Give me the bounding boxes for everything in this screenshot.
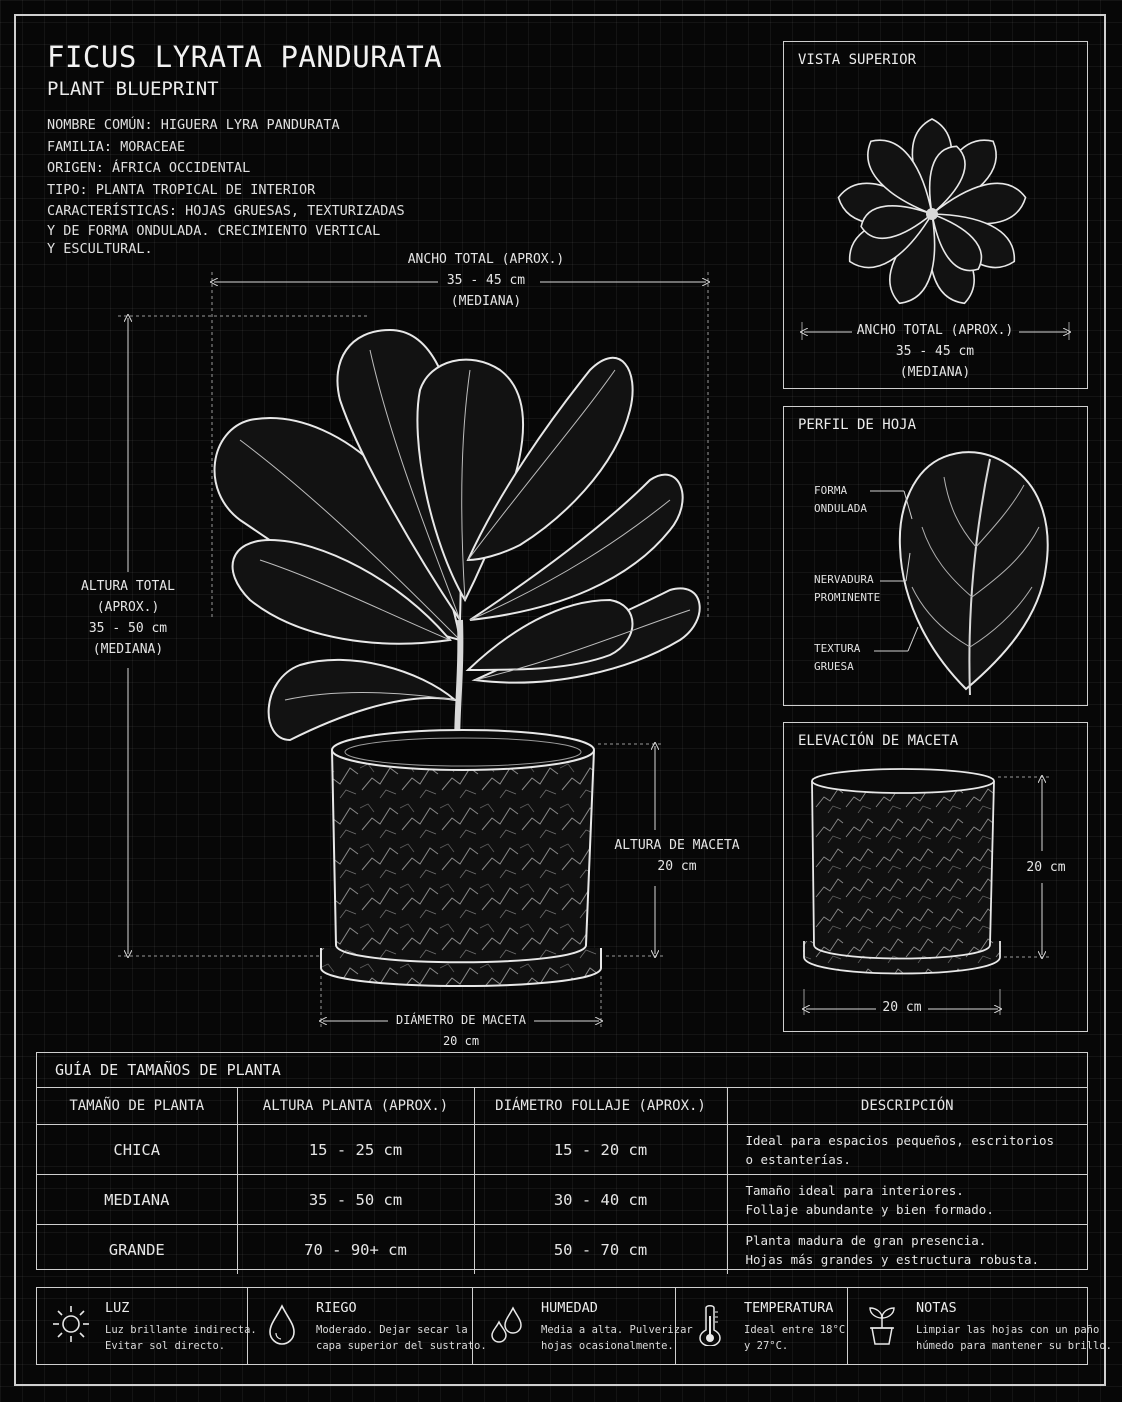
column-header: ALTURA PLANTA (APROX.) — [237, 1088, 474, 1125]
leaf-profile-panel — [783, 406, 1088, 706]
care-title: TEMPERATURA — [744, 1300, 834, 1316]
main-height-label: ALTURA TOTAL (APROX.) 35 - 50 cm (MEDIANA) — [81, 579, 175, 657]
care-text: Ideal entre 18°C y 27°C. — [744, 1324, 846, 1352]
care-title: HUMEDAD — [541, 1300, 598, 1316]
main-width-label: ANCHO TOTAL (APROX.) 35 - 45 cm (MEDIANA) — [407, 252, 565, 309]
pot-drawing — [321, 730, 601, 986]
size-cell: CHICA — [37, 1125, 237, 1175]
pot-elevation-title: ELEVACIÓN DE MACETA — [798, 733, 959, 749]
info-line: CARACTERÍSTICAS: HOJAS GRUESAS, TEXTURIZADAS — [47, 203, 405, 219]
care-title: RIEGO — [316, 1300, 357, 1316]
table-header-row — [37, 1088, 1087, 1125]
care-text: Media a alta. Pulverizar hojas ocasionalmente. — [541, 1324, 693, 1352]
pot-elevation-height: 20 cm — [1026, 860, 1066, 875]
care-text: Moderado. Dejar secar la capa superior del sustrato. — [316, 1324, 487, 1352]
water-drop-icon — [262, 1302, 302, 1346]
info-line: TIPO: PLANTA TROPICAL DE INTERIOR — [47, 181, 316, 198]
column-header: DIÁMETRO FOLLAJE (APROX.) — [474, 1088, 727, 1125]
table-row — [37, 1175, 1087, 1225]
care-item-water — [248, 1288, 487, 1364]
care-item-notes — [848, 1288, 1112, 1364]
table-row — [37, 1125, 1087, 1175]
size-guide-table — [36, 1052, 1088, 1270]
size-table — [37, 1087, 1087, 1274]
info-line: NOMBRE COMÚN: HIGUERA LYRA PANDURATA — [47, 117, 340, 133]
diameter-cell: 50 - 70 cm — [474, 1225, 727, 1275]
size-cell: GRANDE — [37, 1225, 237, 1275]
page-subtitle: PLANT BLUEPRINT — [47, 78, 219, 100]
care-item-light — [37, 1288, 257, 1364]
leaf-label-texture: TEXTURA GRUESA — [814, 642, 861, 673]
table-row — [37, 1225, 1087, 1275]
humidity-drops-icon — [487, 1302, 527, 1346]
diameter-cell: 30 - 40 cm — [474, 1175, 727, 1225]
leaf-profile-title: PERFIL DE HOJA — [798, 417, 917, 433]
description-cell: Planta madura de gran presencia. Hojas más grandes y estructura robusta. — [727, 1225, 1087, 1275]
top-view-title: VISTA SUPERIOR — [798, 52, 917, 68]
size-guide-title: GUÍA DE TAMAÑOS DE PLANTA — [55, 1061, 281, 1079]
pot-elevation-panel — [783, 722, 1088, 1032]
sun-icon — [51, 1302, 91, 1346]
care-text: Limpiar las hojas con un paño húmedo para mantener su brillo. — [916, 1324, 1112, 1352]
height-cell: 35 - 50 cm — [237, 1175, 474, 1225]
pot-elevation-width: 20 cm — [882, 1000, 922, 1015]
care-item-humidity — [473, 1288, 693, 1364]
care-text: Luz brillante indirecta. Evitar sol directo. — [105, 1324, 257, 1352]
column-header: TAMAÑO DE PLANTA — [37, 1088, 237, 1125]
height-cell: 70 - 90+ cm — [237, 1225, 474, 1275]
column-header: DESCRIPCIÓN — [727, 1088, 1087, 1125]
leaf — [269, 660, 455, 740]
top-view-width-label: ANCHO TOTAL (APROX.) 35 - 45 cm (MEDIANA) — [856, 323, 1014, 380]
care-title: LUZ — [105, 1300, 130, 1316]
thermometer-icon — [690, 1302, 730, 1346]
size-cell: MEDIANA — [37, 1175, 237, 1225]
top-view-panel — [783, 41, 1088, 389]
diameter-cell: 15 - 20 cm — [474, 1125, 727, 1175]
info-line: Y ESCULTURAL. — [47, 241, 153, 257]
leaf-label-vein: NERVADURA PROMINENTE — [814, 573, 881, 604]
description-cell: Ideal para espacios pequeños, escritorios o estanterías. — [727, 1125, 1087, 1175]
page-title: FICUS LYRATA PANDURATA — [47, 40, 443, 74]
info-line: FAMILIA: MORACEAE — [47, 138, 186, 155]
pot-height-label: ALTURA DE MACETA 20 cm — [614, 838, 740, 874]
care-item-temperature — [676, 1288, 848, 1364]
leaf-label-shape: FORMA ONDULADA — [814, 484, 867, 515]
height-cell: 15 - 25 cm — [237, 1125, 474, 1175]
description-cell: Tamaño ideal para interiores. Follaje abundante y bien formado. — [727, 1175, 1087, 1225]
potted-plant-icon — [862, 1302, 902, 1346]
info-line: ORIGEN: ÁFRICA OCCIDENTAL — [47, 160, 251, 176]
care-title: NOTAS — [916, 1300, 957, 1316]
care-strip — [36, 1287, 1112, 1365]
info-line: Y DE FORMA ONDULADA. CRECIMIENTO VERTICAL — [47, 222, 381, 239]
pot-diameter-label: DIÁMETRO DE MACETA 20 cm — [395, 1013, 527, 1048]
